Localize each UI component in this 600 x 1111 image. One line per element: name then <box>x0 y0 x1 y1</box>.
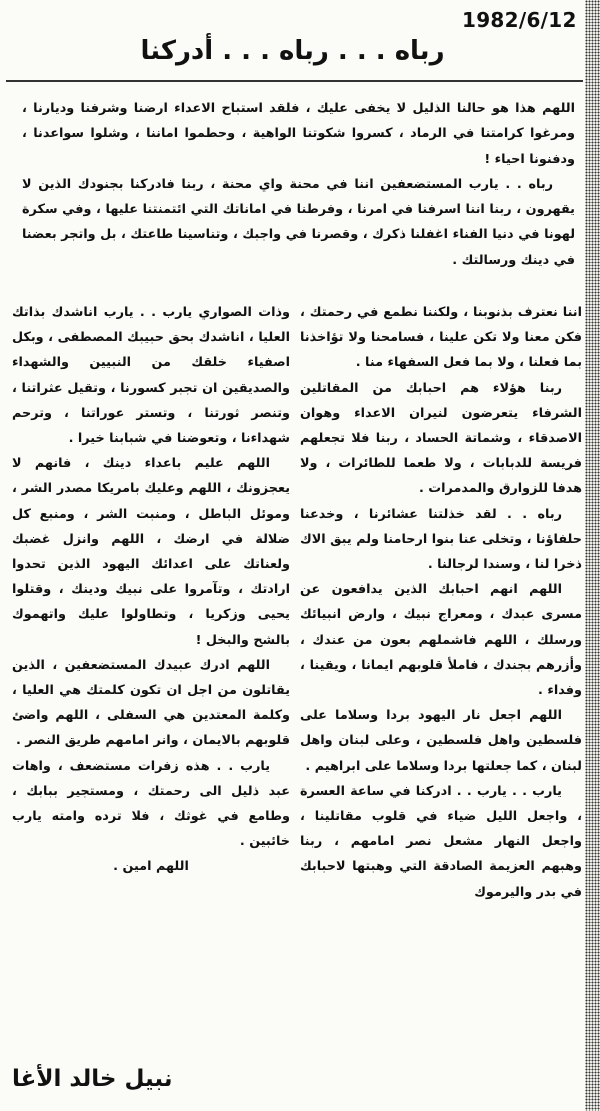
paragraph: رباه . . لقد خذلتنا عشائرنا ، وخدعنا حلفاؤنا ، وتخلى عنا بنوا ارحامنا ولم يبق الاك ذخرا لنا ، وسندا لرجالنا . <box>300 506 582 573</box>
intro-paragraph: اللهم هذا هو حالنا الذليل لا يخفى عليك ، فلقد استباح الاعداء ارضنا وشرفنا وديارنا ، ومرغوا كرامتنا في الرماد ، كسروا شكوتنا الواهية ، وحطموا اماننا ، وشلوا سواعدنا ، ودفنونا احياء ! <box>22 101 575 167</box>
paragraph: اللهم انهم احبابك الذين يدافعون عن مسرى عبدك ، ومعراج نبيك ، وارض انبيائك ورسلك ، اللهم فاشملهم بعون من عندك ، وأزرهم بجندك ، فاملأ قلوبهم ايمانا ، ويقينا ، وفداء . <box>300 582 582 699</box>
paragraph: اللهم امين . <box>113 859 189 875</box>
publication-date: 1982/6/12 <box>462 8 577 32</box>
paragraph: يارب . . هذه زفرات مستضعف ، واهات عبد ذليل الى رحمتك ، ومستجير ببابك ، وطامع في غوثك ، فلا ترده وامته يارب خائبين . <box>12 758 290 850</box>
paragraph: ربنا هؤلاء هم احبابك من المقاتلين الشرفاء يتعرضون لنيران الاعداء وهوان الاصدقاء ، وشماتة الحساد ، ربنا فلا تجعلهم فريسة للدبابات ، ولا طعما للطائرات ، ولا هدفا للزوارق والمدمرات . <box>300 380 582 497</box>
article-title: رباه . . . رباه . . . أدركنا <box>140 36 445 66</box>
intro-paragraph: رباه . . يارب المستضعفين اننا في محنة واي محنة ، ربنا فادركنا بجنودك الذين لا يقهرون ، ربنا اننا اسرفنا في امرنا ، وفرطنا في اماناتك التي ائتمنتنا عليها ، وفي سكرة لهونا في دنيا الفناء اغفلنا ذكرك ، وقصرنا في واجبك ، وتناسينا طاعتك ، بل واتجر بعضنا في دينك ورسالتك . <box>22 176 575 268</box>
article-intro <box>22 96 575 273</box>
left-column <box>12 300 290 880</box>
title-divider <box>6 80 583 82</box>
dotted-page-border <box>585 0 600 1111</box>
paragraph: اللهم عليم باعداء دينك ، فانهم لا يعجزونك ، اللهم وعليك بامريكا مصدر الشر ، وموئل الباطل ، ومنبت الشر ، ومنبع كل ضلالة في ارضك ، اللهم وانزل غضبك ولعناتك على اعدائك اليهود الذين تحدوا ارادتك ، وتآمروا على نبيك ودينك ، وقتلوا يحيى وزكريا ، وتطاولوا عليك واتهموك بالشح والبخل ! <box>12 456 290 648</box>
author-name: نبيل خالد الأغا <box>12 1066 173 1092</box>
paragraph: اللهم ادرك عبيدك المستضعفين ، الذين يقاتلون من اجل ان تكون كلمتك هي العليا ، وكلمة المعتدين هي السفلى ، اللهم واضئ قلوبهم بالايمان ، وانر امامهم طريق النصر . <box>12 657 290 749</box>
paragraph: يارب . . يارب . . ادركنا في ساعة العسرة ، واجعل الليل ضياء في قلوب مقاتلينا ، واجعل النهار مشعل نصر امامهم ، ربنا وهبهم العزيمة الصادقة التي وهبتها لاحبابك في بدر واليرموك <box>300 783 582 900</box>
right-column <box>300 300 582 905</box>
paragraph: اللهم اجعل نار اليهود بردا وسلاما على فلسطين واهل فلسطين ، وعلى لبنان واهل لبنان ، كما جعلتها بردا وسلاما على ابراهيم . <box>300 708 582 774</box>
paragraph: وذات الصواري يارب . . يارب اناشدك بذاتك العليا ، اناشدك بحق حبيبك المصطفى ، وبكل اصفياء خلقك من النبيين والشهداء والصديقين ان تجبر كسورنا ، وتقيل عثراتنا ، وتنصر ثورتنا ، وتستر عوراتنا ، وترحم شهداءنا ، وتعوضنا في شبابنا خيرا . <box>12 305 290 447</box>
paragraph: اننا نعترف بذنوبنا ، ولكننا نطمع في رحمتك ، فكن معنا ولا تكن علينا ، فسامحنا ولا تؤاخذنا بما فعلنا ، ولا بما فعل السفهاء منا . <box>300 305 582 371</box>
